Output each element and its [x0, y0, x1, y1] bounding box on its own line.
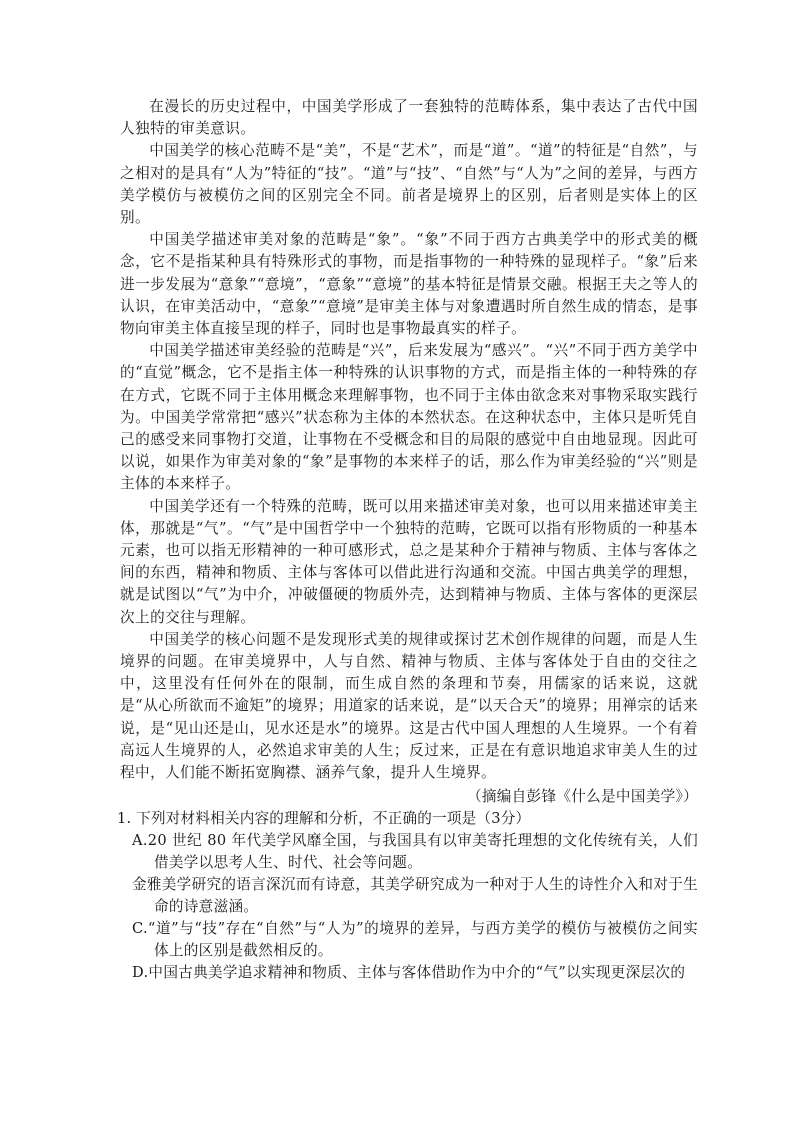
option-a: A.20 世纪 80 年代美学风靡全国，与我国具有以审美寄托理想的文化传统有关，人们借美学以思考人生、时代、社会等问题。 — [132, 832, 698, 872]
option-c: C.“道”与“技”存在“自然”与“人为”的境界的差异，与西方美学的模仿与被模仿之间实体上的区别是截然相反的。 — [132, 920, 698, 960]
article-paragraph-1: 在漫长的历史过程中，中国美学形成了一套独特的范畴体系，集中表达了古代中国人独特的审美意识。 — [120, 98, 698, 138]
question-stem: 1. 下列对材料相关内容的理解和分析，不正确的一项是（3分） — [117, 810, 531, 828]
article-paragraph-4: 中国美学描述审美经验的范畴是“兴”，后来发展为“感兴”。“兴”不同于西方美学中的“直觉”概念，它不是指主体一种特殊的认识事物的方式，而是指主体的一种特殊的存在方式，它既不同于主体用概念来理解事物，也不同于主体由欲念来对事物采取实践行为。中国美学常常把“感兴”状态称为主体的本然状态。在这种状态中，主体只是听凭自己的感受来同事物打交道，让事物在不受概念和目的局限的感觉中自由地显现。因此可以说，如果作为审美对象的“象”是事物的本来样子的话，那么作为审美经验的“兴”则是主体的本来样子。 — [120, 342, 698, 493]
option-b: 金雅美学研究的语言深沉而有诗意，其美学研究成为一种对于人生的诗性介入和对于生命的诗意滋涵。 — [132, 876, 698, 916]
article-source-citation: （摘编自彭锋《什么是中国美学》） — [466, 788, 698, 806]
document-page — [117, 96, 698, 984]
article-paragraph-6: 中国美学的核心问题不是发现形式美的规律或探讨艺术创作规律的问题，而是人生境界的问题。在审美境界中，人与自然、精神与物质、主体与客体处于自由的交往之中，这里没有任何外在的限制，而生成自然的条理和节奏，用儒家的话来说，这就是“从心所欲而不逾矩”的境界；用道家的话来说，是“以天合天”的境界；用禅宗的话来说，是“见山还是山，见水还是水”的境界。这是古代中国人理想的人生境界。一个有着高远人生境界的人，必然追求审美的人生；反过来，正是在有意识地追求审美人生的过程中，人们能不断拓宽胸襟、涵养气象，提升人生境界。 — [120, 630, 698, 782]
article-body — [120, 96, 698, 808]
article-paragraph-2: 中国美学的核心范畴不是“美”，不是“艺术”，而是“道”。“道”的特征是“自然”，与之相对的是具有“人为”特征的“技”。“道”与“技”、“自然”与“人为”之间的差异，与西方美学模仿与被模仿之间的区别完全不同。前者是境界上的区别，后者则是实体上的区别。 — [120, 142, 698, 227]
question-1 — [117, 808, 698, 984]
option-d: D.中国古典美学追求精神和物质、主体与客体借助作为中介的“气”以实现更深层次的 — [132, 964, 686, 982]
article-paragraph-3: 中国美学描述审美对象的范畴是“象”。“象”不同于西方古典美学中的形式美的概念，它不是指某种具有特殊形式的事物，而是指事物的一种特殊的显现样子。“象”后来进一步发展为“意象”“意境”，“意象”“意境”的基本特征是情景交融。根据王夫之等人的认识，在审美活动中，“意象”“意境”是审美主体与对象遭遇时所自然生成的情态，是事物向审美主体直接呈现的样子，同时也是事物最真实的样子。 — [120, 231, 698, 338]
article-paragraph-5: 中国美学还有一个特殊的范畴，既可以用来描述审美对象，也可以用来描述审美主体，那就是“气”。“气”是中国哲学中一个独特的范畴，它既可以指有形物质的一种基本元素，也可以指无形精神的一种可感形式，总之是某种介于精神与物质、主体与客体之间的东西，精神和物质、主体与客体可以借此进行沟通和交流。中国古典美学的理想，就是试图以“气”为中介，冲破僵硬的物质外壳，达到精神与物质、主体与客体的更深层次上的交往与理解。 — [120, 497, 698, 626]
